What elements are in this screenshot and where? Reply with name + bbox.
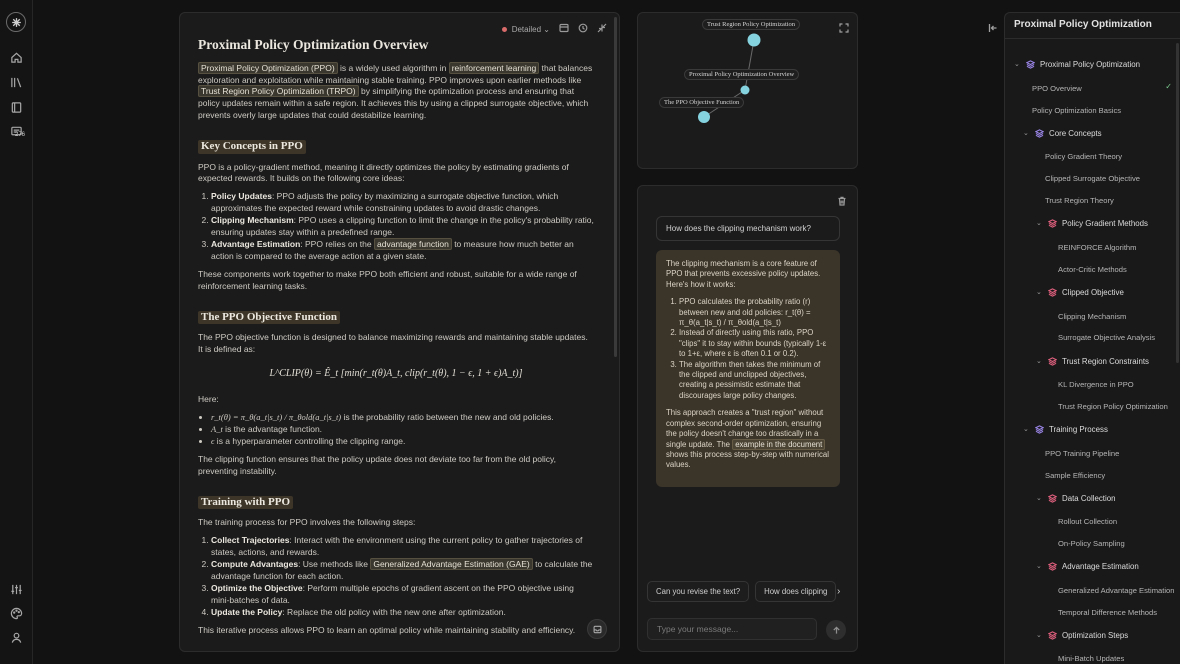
list-item: • ϵ is a hyperparameter controlling the clipping range. [211, 436, 594, 448]
list-item: 1. Collect Trajectories: Interact with the environment using the current policy to gather trajectories of states, actions, and rewards. [211, 535, 594, 559]
key-concepts-intro: PPO is a policy-gradient method, meaning it directly optimizes the policy by estimating gradients of expected rewards. It builds on the following core ideas: [198, 161, 569, 184]
outline-item-label: REINFORCE Algorithm [1058, 242, 1137, 252]
outline-item[interactable] [1045, 149, 1122, 163]
document-title: Proximal Policy Optimization Overview [198, 37, 429, 52]
training-outro: This iterative process allows PPO to learn an optimal policy while maintaining stability and efficiency. [198, 625, 576, 636]
list-item: • r_t(θ) = π_θ(a_t|s_t) / π_θold(a_t|s_t) is the probability ratio between the new and old policies. [211, 412, 594, 424]
chevron-down-icon[interactable]: ⌄ [1036, 358, 1042, 365]
term-link-gae[interactable]: Generalized Advantage Estimation (GAE) [370, 558, 532, 570]
home-icon[interactable] [9, 50, 23, 64]
notes-count-badge: 276 [15, 132, 26, 138]
objective-bullets [198, 412, 594, 448]
user-icon[interactable] [9, 630, 23, 644]
outline-section[interactable] [1023, 126, 1102, 140]
suggestion-chip[interactable]: Can you revise the text? [647, 581, 749, 602]
outline-item-label: KL Divergence in PPO [1058, 379, 1134, 389]
user-message: How does the clipping mechanism work? [656, 216, 840, 241]
outline-section[interactable] [1036, 559, 1139, 573]
knowledge-graph-pane [637, 12, 858, 169]
key-concepts-list [198, 191, 594, 263]
outline-item[interactable] [1045, 446, 1119, 460]
outline-item-label: Data Collection [1062, 493, 1116, 503]
layers-icon [1048, 357, 1057, 366]
term-link-rl[interactable]: reinforcement learning [449, 62, 540, 74]
suggestion-chips [647, 581, 836, 602]
divider [1005, 38, 1180, 39]
outline-item[interactable] [1058, 399, 1168, 413]
graph-node-label[interactable]: Trust Region Policy Optimization [702, 19, 800, 30]
outline-item[interactable] [1058, 514, 1117, 528]
chevron-down-icon[interactable]: ⌄ [1023, 130, 1029, 137]
outline-item[interactable] [1058, 377, 1134, 391]
floating-notes-button[interactable] [587, 619, 607, 639]
library-icon[interactable] [9, 75, 23, 89]
outline-title: Proximal Policy Optimization [1014, 19, 1152, 30]
outline-section[interactable] [1036, 285, 1124, 299]
outline-item-label: Training Process [1049, 424, 1108, 434]
section-heading-training: Training with PPO [198, 496, 293, 510]
document-reference-link[interactable]: example in the document [732, 439, 825, 450]
outline-item-label: Trust Region Theory [1045, 195, 1114, 205]
chevron-down-icon[interactable]: ⌄ [1036, 563, 1042, 570]
outline-scrollbar[interactable] [1176, 43, 1179, 363]
list-item: 3. Advantage Estimation: PPO relies on the advantage function to measure how much better an action is compared to the average action at a given state. [211, 239, 594, 263]
term-link-advantage[interactable]: advantage function [374, 238, 452, 250]
chevron-down-icon[interactable]: ⌄ [1036, 220, 1042, 227]
outline-item-label: Clipped Surrogate Objective [1045, 173, 1140, 183]
objective-formula: L^CLIP(θ) = Ê_t [min(r_t(θ)A_t, clip(r_t(θ), 1 − ϵ, 1 + ϵ)A_t)] [269, 367, 523, 379]
outline-item[interactable] [1058, 583, 1175, 597]
sliders-icon[interactable] [9, 582, 23, 596]
outline-item[interactable] [1058, 240, 1137, 254]
outline-item-label: Surrogate Objective Analysis [1058, 332, 1156, 342]
outline-item-label: Clipped Objective [1062, 287, 1124, 297]
outline-section[interactable] [1036, 216, 1148, 230]
outline-item[interactable] [1058, 330, 1155, 344]
outline-item-label: Sample Efficiency [1045, 470, 1106, 480]
outline-item-label: Policy Gradient Methods [1062, 218, 1148, 228]
layers-icon [1026, 60, 1035, 69]
send-button[interactable] [826, 620, 846, 640]
section-heading-key-concepts: Key Concepts in PPO [198, 140, 306, 154]
intro-paragraph: Proximal Policy Optimization (PPO) is a widely used algorithm in reinforcement learning that balances exploration and exploitation while maintaining stable training. PPO improves upon earlier methods like Trust Region Policy Optimization (TRPO) by simplifying the optimization process and ensuring that policy updates remain within a safe region. It achieves this by using a clipped surrogate objective, which prevents overly large updates that could destabilize learning. [198, 62, 593, 120]
palette-icon[interactable] [9, 606, 23, 620]
chevron-down-icon[interactable]: ⌄ [1036, 495, 1042, 502]
trash-icon[interactable] [837, 196, 847, 208]
term-link-trpo[interactable]: Trust Region Policy Optimization (TRPO) [198, 85, 359, 97]
outline-item-label: PPO Training Pipeline [1045, 448, 1120, 458]
outline-sidebar [1004, 12, 1180, 664]
outline-item-label: Mini-Batch Updates [1058, 653, 1125, 663]
section-heading-objective: The PPO Objective Function [198, 311, 340, 325]
training-intro: The training process for PPO involves the following steps: [198, 517, 416, 528]
layers-icon [1048, 494, 1057, 503]
document-pane [179, 12, 620, 652]
list-item: 1. Policy Updates: PPO adjusts the policy by maximizing a surrogate objective function, which approximates the expected reward while constraining updates to avoid drastic changes. [211, 191, 594, 215]
notebook-icon[interactable] [9, 100, 23, 114]
term-link-ppo[interactable]: Proximal Policy Optimization (PPO) [198, 62, 338, 74]
list-item: 2. Compute Advantages: Use methods like Generalized Advantage Estimation (GAE) to calculate the advantage function for each action. [211, 559, 594, 583]
chat-pane [637, 185, 858, 652]
chevron-down-icon[interactable]: ⌄ [1036, 289, 1042, 296]
list-item: 2. Instead of directly using this ratio, PPO "clips" it to stay within bounds (typically 1-ε to 1+ε, where ε is often 0.1 or 0.2). [679, 328, 830, 359]
outline-item[interactable] [1058, 651, 1124, 664]
outline-item-label: Policy Gradient Theory [1045, 151, 1123, 161]
outline-item-label: Advantage Estimation [1062, 561, 1139, 571]
list-item: • A_t is the advantage function. [211, 424, 594, 436]
outline-item-label: On-Policy Sampling [1058, 538, 1125, 548]
outline-item[interactable] [1032, 103, 1121, 117]
outline-item-label: Proximal Policy Optimization [1040, 59, 1140, 69]
graph-node-trpo[interactable] [748, 34, 761, 47]
app-logo-icon[interactable] [6, 12, 26, 32]
chevron-down-icon[interactable]: ⌄ [1014, 61, 1020, 68]
layers-icon [1035, 129, 1044, 138]
chevron-down-icon[interactable]: ⌄ [1036, 632, 1042, 639]
outline-item-label: Actor-Critic Methods [1058, 264, 1127, 274]
suggestion-chip[interactable]: How does clipping [755, 581, 836, 602]
list-item: 4. Update the Policy: Replace the old policy with the new one after optimization. [211, 607, 594, 619]
outline-item[interactable] [1058, 605, 1157, 619]
chevron-right-icon[interactable]: › [837, 586, 841, 597]
status-dot [502, 27, 507, 32]
list-item: 3. The algorithm then takes the minimum of the clipped and unclipped objectives, creating a pessimistic estimate that discourages large policy changes. [679, 360, 830, 402]
save-icon[interactable] [559, 23, 569, 35]
outline-section[interactable] [1023, 422, 1108, 436]
outline-item-label: Trust Region Constraints [1062, 356, 1149, 366]
detail-mode-select[interactable]: Detailed ⌄ [502, 25, 550, 34]
outline-item-label: Core Concepts [1049, 128, 1102, 138]
training-list [198, 535, 594, 619]
outline-item[interactable] [1058, 262, 1127, 276]
document-body [198, 39, 594, 643]
outline-item-label: Temporal Difference Methods [1058, 607, 1158, 617]
outline-item[interactable] [1045, 468, 1105, 482]
outline-item-label: PPO Overview [1032, 83, 1082, 93]
assistant-message: The clipping mechanism is a core feature of PPO that prevents excessive policy updates. Here's how it works: 1. PPO calculates the probability ratio (r) between new and old policies: r_t(θ) = π_θ(a_t|s_t) / π_θold(a_t|s_t) 2. Instead of directly using this ratio, PPO "clips" it to stay within bounds (typically 1-ε to 1+ε, where ε is often 0.1 or 0.2). 3. The algorithm then takes the minimum of the clipped and unclipped objectives, creating a pessimistic estimate that discourages large policy changes. This approach creates a "trust region" without complex second-order optimization, ensuring the policy doesn't change too drastically in a single update. The example in the document shows this process step-by-step with numerical values. [656, 250, 840, 487]
layers-icon [1048, 562, 1057, 571]
layers-icon [1048, 288, 1057, 297]
outline-section[interactable] [1036, 354, 1149, 368]
outline-section[interactable] [1036, 491, 1116, 505]
objective-intro: The PPO objective function is designed to balance maximizing rewards and maintaining stable updates. It is defined as: [198, 332, 588, 355]
expand-icon[interactable] [839, 23, 849, 35]
outline-item-label: Clipping Mechanism [1058, 311, 1127, 321]
graph-node-overview[interactable] [741, 86, 750, 95]
chevron-down-icon[interactable]: ⌄ [1023, 426, 1029, 433]
outline-item-label: Optimization Steps [1062, 630, 1129, 640]
graph-canvas [638, 13, 859, 170]
objective-outro: The clipping function ensures that the policy update does not deviate too far from the old policy, preventing instability. [198, 453, 557, 476]
list-item: 3. Optimize the Objective: Perform multiple epochs of gradient ascent on the PPO objective using mini-batches of data. [211, 583, 594, 607]
here-label: Here: [198, 393, 219, 404]
key-concepts-outro: These components work together to make PPO both efficient and robust, suitable for a wide range of reinforcement learning tasks. [198, 268, 577, 291]
graph-edge [745, 40, 754, 90]
layers-icon [1048, 631, 1057, 640]
list-item: 2. Clipping Mechanism: PPO uses a clipping function to limit the change in the policy's probability ratio, ensuring updates stay within a predefined range. [211, 215, 594, 239]
outline-item-label: Generalized Advantage Estimation [1058, 585, 1175, 595]
outline-item-label: Trust Region Policy Optimization [1058, 401, 1168, 411]
outline-section[interactable] [1036, 628, 1128, 642]
outline-item[interactable] [1058, 536, 1125, 550]
chevron-down-icon: ⌄ [543, 24, 550, 34]
outline-item[interactable] [1058, 309, 1126, 323]
outline-item[interactable] [1045, 171, 1140, 185]
list-item: 1. PPO calculates the probability ratio (r) between new and old policies: r_t(θ) = π_θ(a_t|s_t) / π_θold(a_t|s_t) [679, 297, 830, 328]
document-toolbar [502, 23, 607, 35]
left-rail [0, 0, 33, 664]
check-icon: ✓ [1165, 82, 1172, 91]
graph-node-label[interactable]: The PPO Objective Function [659, 97, 744, 108]
outline-section[interactable] [1014, 57, 1140, 71]
layers-icon [1035, 425, 1044, 434]
outline-item-label: Rollout Collection [1058, 516, 1118, 526]
graph-node-objective[interactable] [698, 111, 710, 123]
collapse-icon[interactable] [597, 23, 607, 35]
outline-item-label: Policy Optimization Basics [1032, 105, 1122, 115]
arrow-up-icon [832, 626, 841, 635]
inbox-icon [593, 625, 602, 634]
collapse-sidebar-icon [988, 23, 998, 33]
chat-input[interactable]: Type your message... [647, 618, 817, 640]
document-scrollbar[interactable] [614, 17, 617, 357]
graph-node-label[interactable]: Proximal Policy Optimization Overview [684, 69, 799, 80]
history-icon[interactable] [578, 23, 588, 35]
collapse-sidebar-button[interactable] [985, 20, 1001, 36]
outline-item[interactable] [1045, 193, 1114, 207]
layers-icon [1048, 219, 1057, 228]
outline-item[interactable] [1032, 81, 1082, 95]
